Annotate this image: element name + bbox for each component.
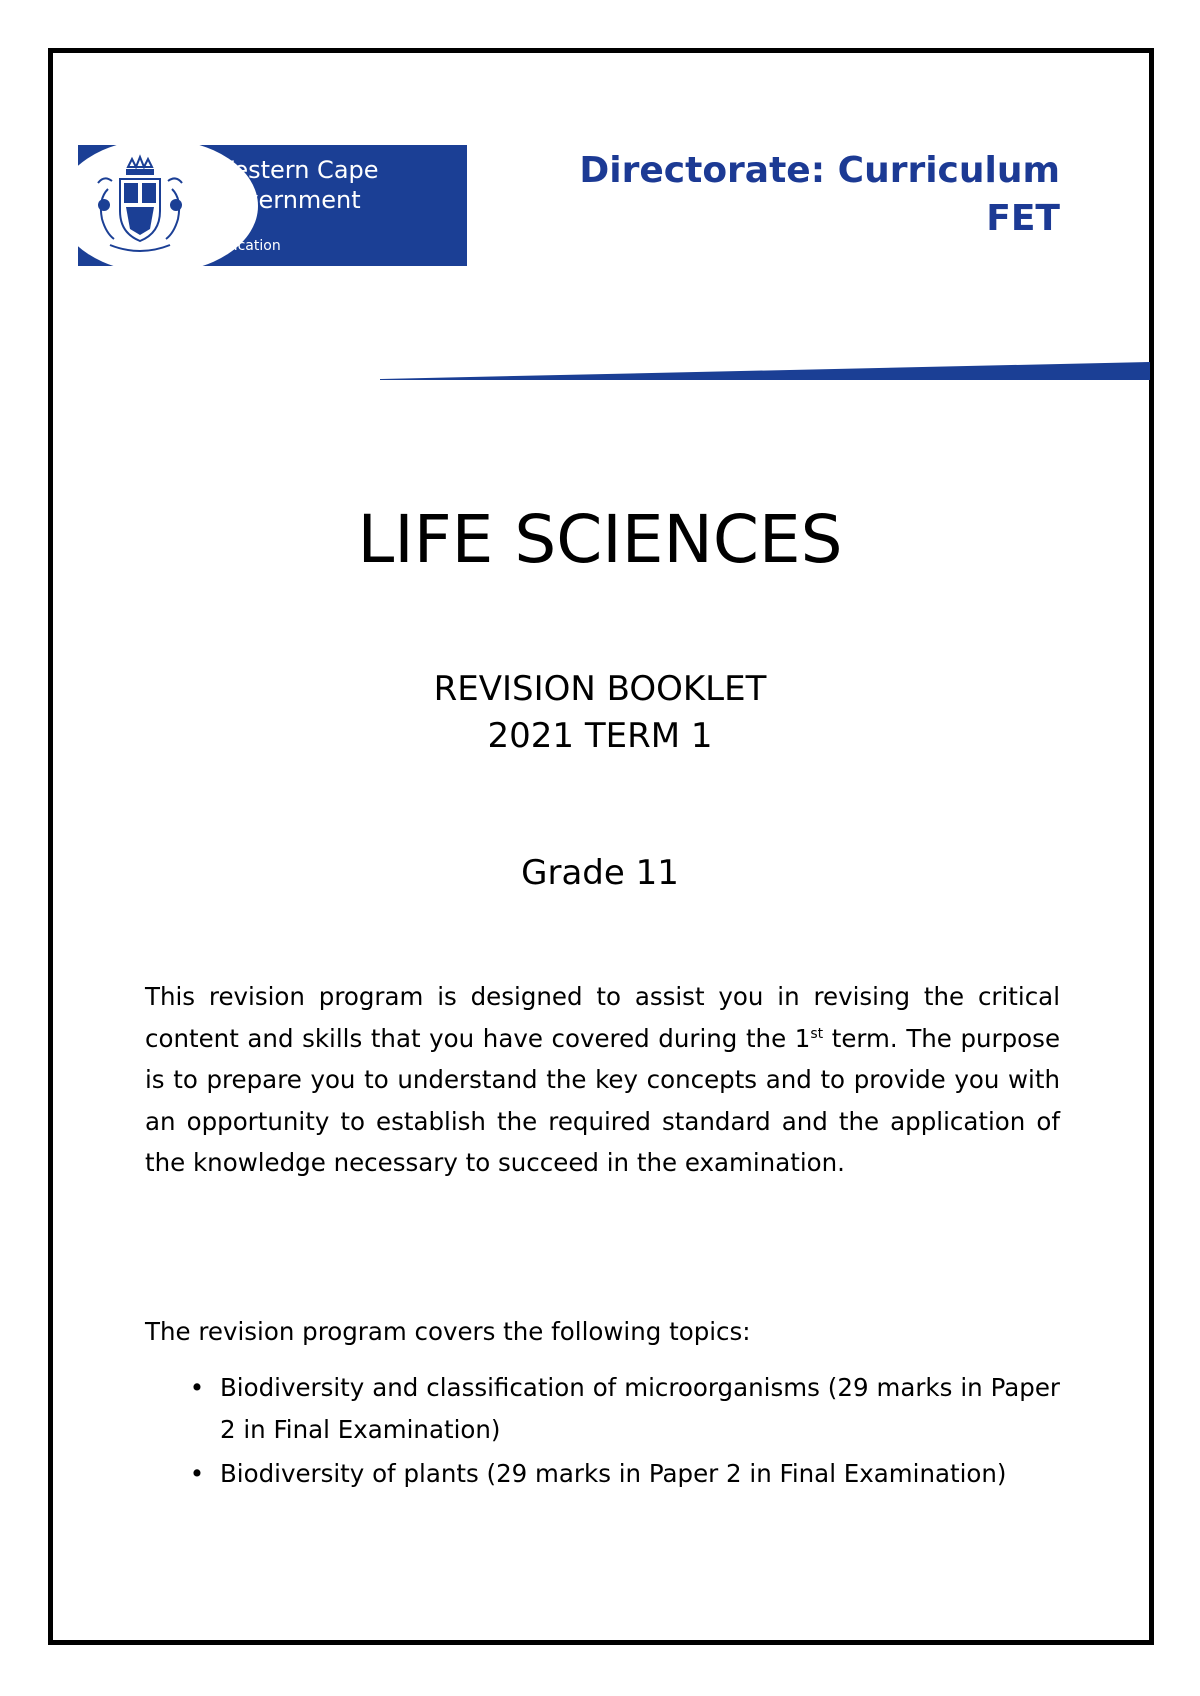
directorate-heading <box>579 147 1060 243</box>
bullet-icon: • <box>189 1459 205 1488</box>
western-cape-government-logo <box>78 145 467 266</box>
topic-text: Biodiversity and classification of microorganisms (29 marks in Paper 2 in Final Examination) <box>220 1373 1060 1444</box>
intro-superscript: st <box>810 1025 824 1042</box>
document-subtitle-line-2: 2021 TERM 1 <box>487 716 713 756</box>
document-subtitle-line-1: REVISION BOOKLET <box>433 669 767 709</box>
header-accent-bar <box>380 362 1150 380</box>
directorate-line-2: FET <box>986 198 1060 239</box>
list-item <box>145 1367 1060 1450</box>
document-title: LIFE SCIENCES <box>357 501 843 578</box>
bullet-icon: • <box>189 1373 205 1402</box>
directorate-line-1: Directorate: Curriculum <box>579 150 1060 191</box>
logo-title: Western Cape Government <box>211 156 379 214</box>
coat-of-arms-icon <box>80 149 200 261</box>
list-item <box>145 1453 1060 1495</box>
grade-label: Grade 11 <box>521 853 679 893</box>
intro-text-part-2: term. The purpose is to prepare you to understand the key concepts and to provide you with an opportunity to establish the required standard and the application of the knowledge necessary to succeed in the examination. <box>145 1023 1061 1177</box>
logo-department: Education <box>211 238 281 254</box>
intro-paragraph <box>145 976 1060 1184</box>
topic-text: Biodiversity of plants (29 marks in Paper 2 in Final Examination) <box>220 1459 1007 1488</box>
topic-list <box>145 1367 1060 1498</box>
intro-text-part-1: This revision program is designed to assist you in revising the critical content and skills that you have covered during the 1 <box>145 982 1060 1053</box>
topics-lead-text: The revision program covers the following topics: <box>145 1317 751 1346</box>
